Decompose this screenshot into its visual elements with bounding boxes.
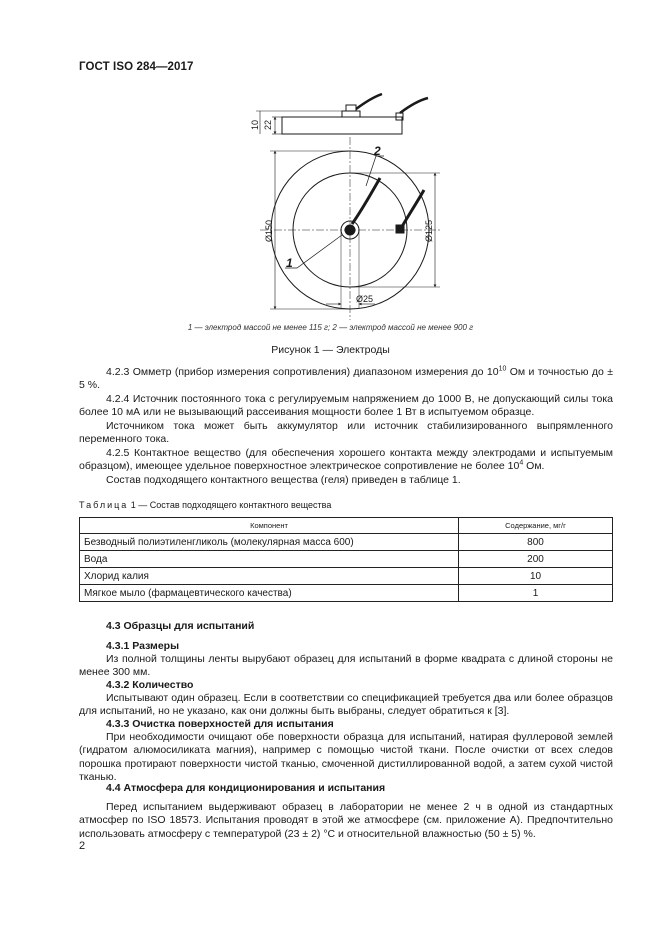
section-4-3-3-text: При необходимости очищают обе поверхности образца для испытаний, натирая фуллеровой землей (гидратом алюмосиликата магния), например с помощью чистой ткани. После очистки от всех следов порошка протирают поверхности чистой тканью, смоченной дистиллированной водой, а затем сухой чистой тканью.	[79, 731, 613, 784]
center-electrode-side	[342, 111, 360, 117]
paragraph-4-2-5-b: Состав подходящего контактного вещества (геля) приведен в таблице 1.	[106, 474, 461, 486]
dim-label-top-a: 10	[250, 119, 260, 130]
cell-content: 800	[459, 534, 613, 551]
label-electrode-1: 1	[286, 256, 293, 270]
section-4-3-3-heading: 4.3.3 Очистка поверхностей для испытания	[106, 718, 334, 730]
section-4-3-1-text: Из полной толщины ленты вырубают образец для испытаний в форме квадрата с длиной стороны не менее 300 мм.	[79, 653, 613, 679]
figure-caption: Рисунок 1 — Электроды	[271, 344, 390, 356]
page-number: 2	[79, 840, 86, 852]
cell-content: 1	[459, 585, 613, 602]
dim-label-ring: Ø125	[424, 219, 434, 242]
figure-legend: 1 — электрод массой не менее 115 г; 2 — электрод массой не менее 900 г	[187, 323, 474, 332]
label-electrode-2: 2	[374, 144, 381, 158]
section-4-3-1-heading: 4.3.1 Размеры	[106, 640, 180, 652]
electrodes-drawing	[230, 92, 450, 320]
cell-content: 200	[459, 551, 613, 568]
col-component-header: Компонент	[80, 518, 459, 534]
section-4-4-heading: 4.4 Атмосфера для кондиционирования и испытания	[106, 782, 386, 794]
cell-component: Мягкое мыло (фармацевтического качества)	[80, 585, 459, 602]
cell-component: Вода	[80, 551, 459, 568]
table-row	[80, 585, 613, 602]
table-row	[80, 551, 613, 568]
electrode-side-view	[282, 117, 402, 134]
col-content-header: Содержание, мг/г	[459, 518, 613, 534]
section-4-3-heading: 4.3 Образцы для испытаний	[106, 620, 255, 632]
section-4-3-2-text: Испытывают один образец. Если в соответствии со спецификацией требуется два или более образцов для испытаний, но не указано, как они должны быть выбраны, следует обратиться к [3].	[79, 692, 613, 718]
table-row	[80, 534, 613, 551]
paragraph-4-2-4-b: Источником тока может быть аккумулятор или источник стабилизированного выпрямленного переменного тока.	[79, 420, 613, 446]
dim-label-center: Ø25	[356, 294, 374, 304]
paragraph-4-2-5: 4.2.5 Контактное вещество (для обеспечения хорошего контакта между электродами и испытуемым образцом), имеющее удельное поверхностное электрическое сопротивление не более $10^4$ Ом.	[79, 447, 613, 473]
paragraph-4-2-4: 4.2.4 Источник постоянного тока с регулируемым напряжением до 1000 В, не допускающий силы тока более 10 мА или не вызывающий рассеивания мощности более 1 Вт в испытуемом образце.	[79, 393, 613, 419]
section-4-3-2-heading: 4.3.2 Количество	[106, 679, 194, 691]
table-header-row	[80, 518, 613, 534]
table-row	[80, 568, 613, 585]
contact-substance-table	[79, 517, 613, 602]
dim-label-outer: Ø150	[264, 219, 274, 242]
table-caption: Таблица 1 — Состав подходящего контактного вещества	[79, 500, 332, 510]
document-header: ГОСТ ISO 284—2017	[79, 61, 194, 73]
dim-label-top-b: 22	[263, 119, 273, 130]
section-4-4-text: Перед испытанием выдерживают образец в лаборатории не менее 2 ч в одной из стандартных атмосфер по ISO 18573. Испытания проводят в этой же атмосфере (см. приложение А). Предпочтительно использовать атмосферу с температурой (23 ± 2) °С и относительной влажностью (50 ± 5) %.	[79, 801, 613, 840]
cell-content: 10	[459, 568, 613, 585]
cell-component: Хлорид калия	[80, 568, 459, 585]
cell-component: Безводный полиэтиленгликоль (молекулярная масса 600)	[80, 534, 459, 551]
paragraph-4-2-3: 4.2.3 Омметр (прибор измерения сопротивления) диапазоном измерения до $10^{10}$ Ом и точностью до ± 5 %.	[79, 365, 613, 392]
